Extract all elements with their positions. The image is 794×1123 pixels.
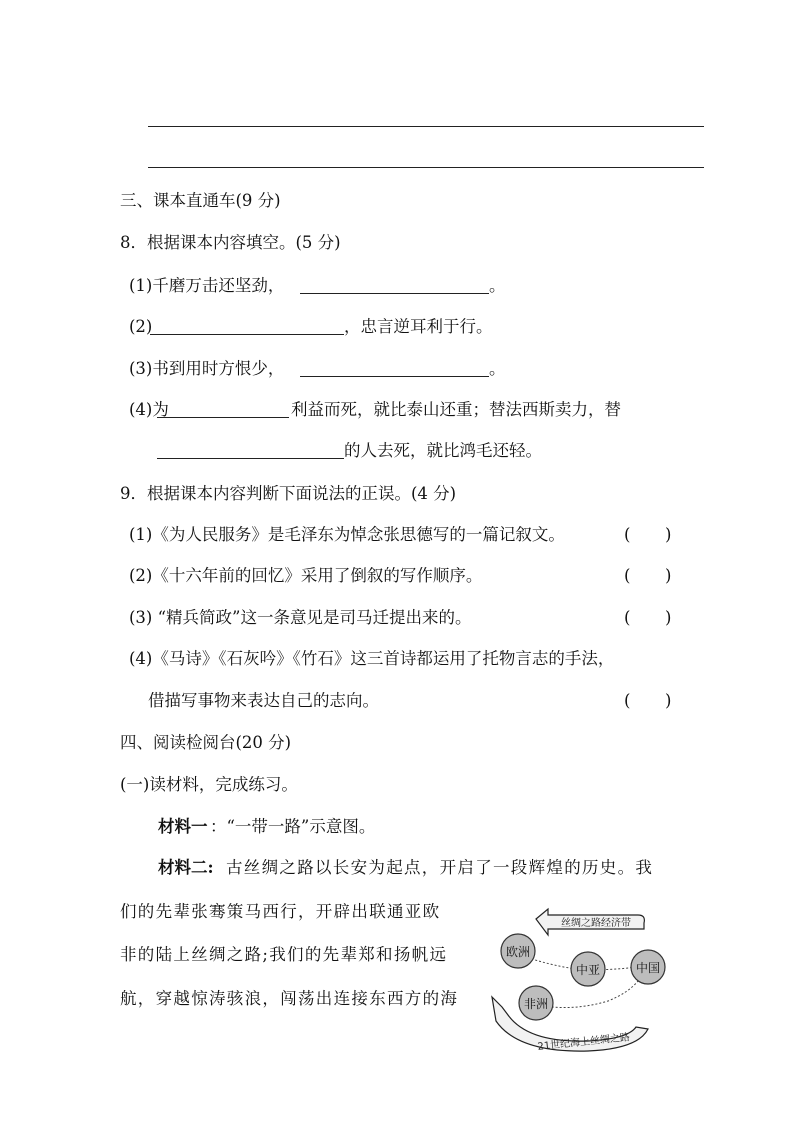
item-text: (2)《十六年前的回忆》采用了倒叙的写作顺序。 bbox=[129, 566, 483, 585]
fill-blank[interactable] bbox=[157, 458, 344, 459]
china-label: 中国 bbox=[635, 961, 661, 975]
fill-blank[interactable] bbox=[300, 376, 489, 377]
answer-paren-close[interactable]: ) bbox=[665, 608, 672, 627]
fill-item bbox=[0, 354, 794, 384]
material-label: 材料二: bbox=[158, 858, 214, 877]
question-9-stem: 9．根据课本内容判断下面说法的正误。(4 分) bbox=[120, 484, 457, 503]
material-text: 航，穿越惊涛骇浪，闯荡出连接东西方的海 bbox=[120, 989, 459, 1008]
item-text: (4)《马诗》《石灰吟》《竹石》这三首诗都运用了托物言志的手法， bbox=[129, 649, 615, 668]
answer-paren-open[interactable]: ( bbox=[624, 608, 631, 627]
answer-paren-close[interactable]: ) bbox=[665, 566, 672, 585]
fill-blank[interactable] bbox=[150, 334, 344, 335]
material-text: ：“一带一路”示意图。 bbox=[210, 817, 376, 836]
item-text: (1)千磨万击还坚劲， bbox=[129, 276, 285, 295]
item-text: (2) bbox=[129, 317, 153, 336]
section-heading bbox=[0, 186, 794, 216]
fill-item bbox=[0, 395, 794, 425]
item-text: 的人去死，就比鸿毛还轻。 bbox=[344, 441, 542, 460]
reading-part-title: (一)读材料，完成练习。 bbox=[120, 775, 298, 794]
material-text: 古丝绸之路以长安为起点，开启了一段辉煌的历史。我 bbox=[226, 858, 654, 877]
central-asia-label: 中亚 bbox=[575, 963, 601, 977]
answer-paren-open[interactable]: ( bbox=[624, 525, 631, 544]
answer-line bbox=[148, 167, 704, 168]
question-stem bbox=[0, 228, 794, 258]
road-label: 21世纪海上丝绸之路 bbox=[537, 1032, 631, 1053]
fill-item bbox=[0, 312, 794, 342]
material-2 bbox=[0, 853, 794, 883]
item-text: 利益而死，就比泰山还重；替法西斯卖力，替 bbox=[291, 400, 621, 419]
material-text: 非的陆上丝绸之路;我们的先辈郑和扬帆远 bbox=[120, 945, 448, 964]
judge-item bbox=[0, 520, 794, 550]
fill-blank[interactable] bbox=[157, 417, 289, 418]
section-title: 三、课本直通车(9 分) bbox=[120, 191, 281, 210]
item-text: (3) “精兵简政”这一条意见是司马迁提出来的。 bbox=[129, 608, 472, 627]
section-heading bbox=[0, 728, 794, 758]
material-text: 们的先辈张骞策马西行，开辟出联通亚欧 bbox=[120, 902, 441, 921]
fill-item bbox=[0, 436, 794, 466]
judge-item bbox=[0, 603, 794, 633]
judge-item-continued bbox=[0, 686, 794, 716]
answer-paren-close[interactable]: ) bbox=[665, 691, 672, 710]
item-text: 。 bbox=[489, 359, 506, 378]
item-text: (1)《为人民服务》是毛泽东为悼念张思德写的一篇记叙文。 bbox=[129, 525, 565, 544]
answer-paren-open[interactable]: ( bbox=[624, 691, 631, 710]
question-8-stem: 8．根据课本内容填空。(5 分) bbox=[120, 233, 341, 252]
answer-paren-open[interactable]: ( bbox=[624, 566, 631, 585]
judge-item bbox=[0, 644, 794, 674]
judge-item bbox=[0, 561, 794, 591]
item-text: (4)为 bbox=[129, 400, 169, 419]
item-text: ，忠言逆耳利于行。 bbox=[344, 317, 493, 336]
section-title: 四、阅读检阅台(20 分) bbox=[120, 733, 292, 752]
belt-label: 丝绸之路经济带 bbox=[561, 918, 631, 929]
material-label: 材料一 bbox=[158, 817, 208, 836]
item-text: 借描写事物来表达自己的志向。 bbox=[148, 691, 379, 710]
answer-line bbox=[148, 126, 704, 127]
europe-label: 欧洲 bbox=[505, 945, 531, 959]
answer-paren-close[interactable]: ) bbox=[665, 525, 672, 544]
material-1 bbox=[0, 812, 794, 842]
fill-item bbox=[0, 271, 794, 301]
question-stem bbox=[0, 479, 794, 509]
africa-label: 非洲 bbox=[523, 997, 549, 1011]
reading-intro bbox=[0, 770, 794, 800]
fill-blank[interactable] bbox=[300, 293, 489, 294]
belt-and-road-diagram bbox=[488, 905, 678, 1055]
item-text: (3)书到用时方恨少， bbox=[129, 359, 285, 378]
item-text: 。 bbox=[489, 276, 506, 295]
